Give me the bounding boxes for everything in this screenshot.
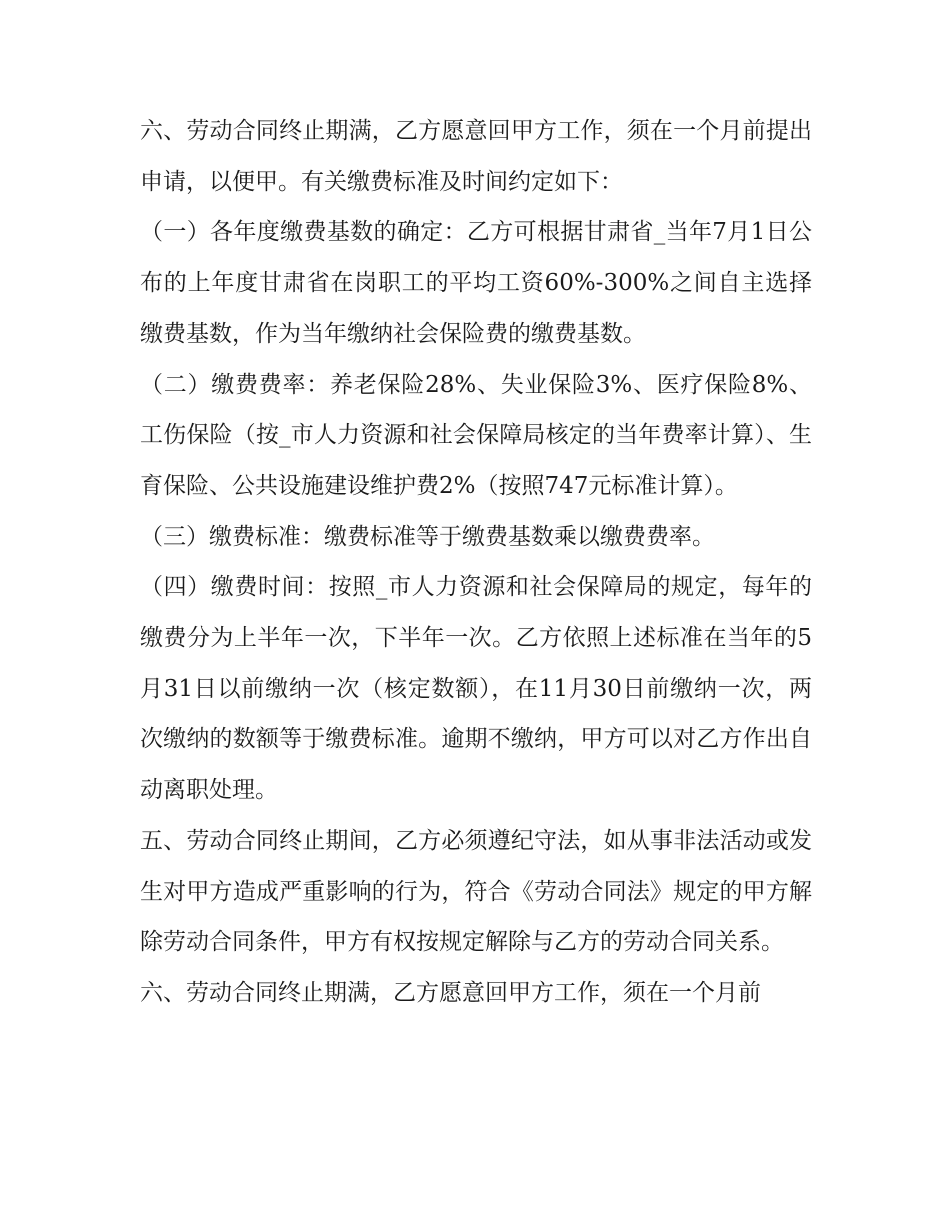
paragraph-termination-conduct: 五、劳动合同终止期间，乙方必须遵纪守法，如从事非法活动或发生对甲方造成严重影响的行为，符合《劳动合同法》规定的甲方解除劳动合同条件，甲方有权按规定解除与乙方的劳动合同关系。 (140, 827, 812, 956)
paragraph-return-request: 六、劳动合同终止期满，乙方愿意回甲方工作，须在一个月前提出申请，以便甲。有关缴费标准及时间约定如下： (140, 118, 812, 195)
paragraph-return-request-repeat: 六、劳动合同终止期满，乙方愿意回甲方工作，须在一个月前 (140, 979, 761, 1006)
paragraph-contribution-base: （一）各年度缴费基数的确定：乙方可根据甘肃省_当年7月1日公布的上年度甘肃省在岗职工的平均工资60%-300%之间自主选择缴费基数，作为当年缴纳社会保险费的缴费基数。 (140, 219, 812, 347)
paragraph-contribution-standard: （三）缴费标准：缴费标准等于缴费基数乘以缴费费率。 (140, 523, 715, 550)
paragraph-contribution-rate: （二）缴费费率：养老保险28%、失业保险3%、医疗保险8%、工伤保险（按_市人力资源和社会保障局核定的当年费率计算）、生育保险、公共设施建设维护费2%（按照747元标准计算）。 (140, 371, 812, 499)
document-body (140, 106, 812, 1019)
paragraph-contribution-time: （四）缴费时间：按照_市人力资源和社会保障局的规定，每年的缴费分为上半年一次，下半年一次。乙方依照上述标准在当年的5月31日以前缴纳一次（核定数额），在11月30日前缴纳一次，两次缴纳的数额等于缴费标准。逾期不缴纳，甲方可以对乙方作出自动离职处理。 (140, 574, 812, 804)
